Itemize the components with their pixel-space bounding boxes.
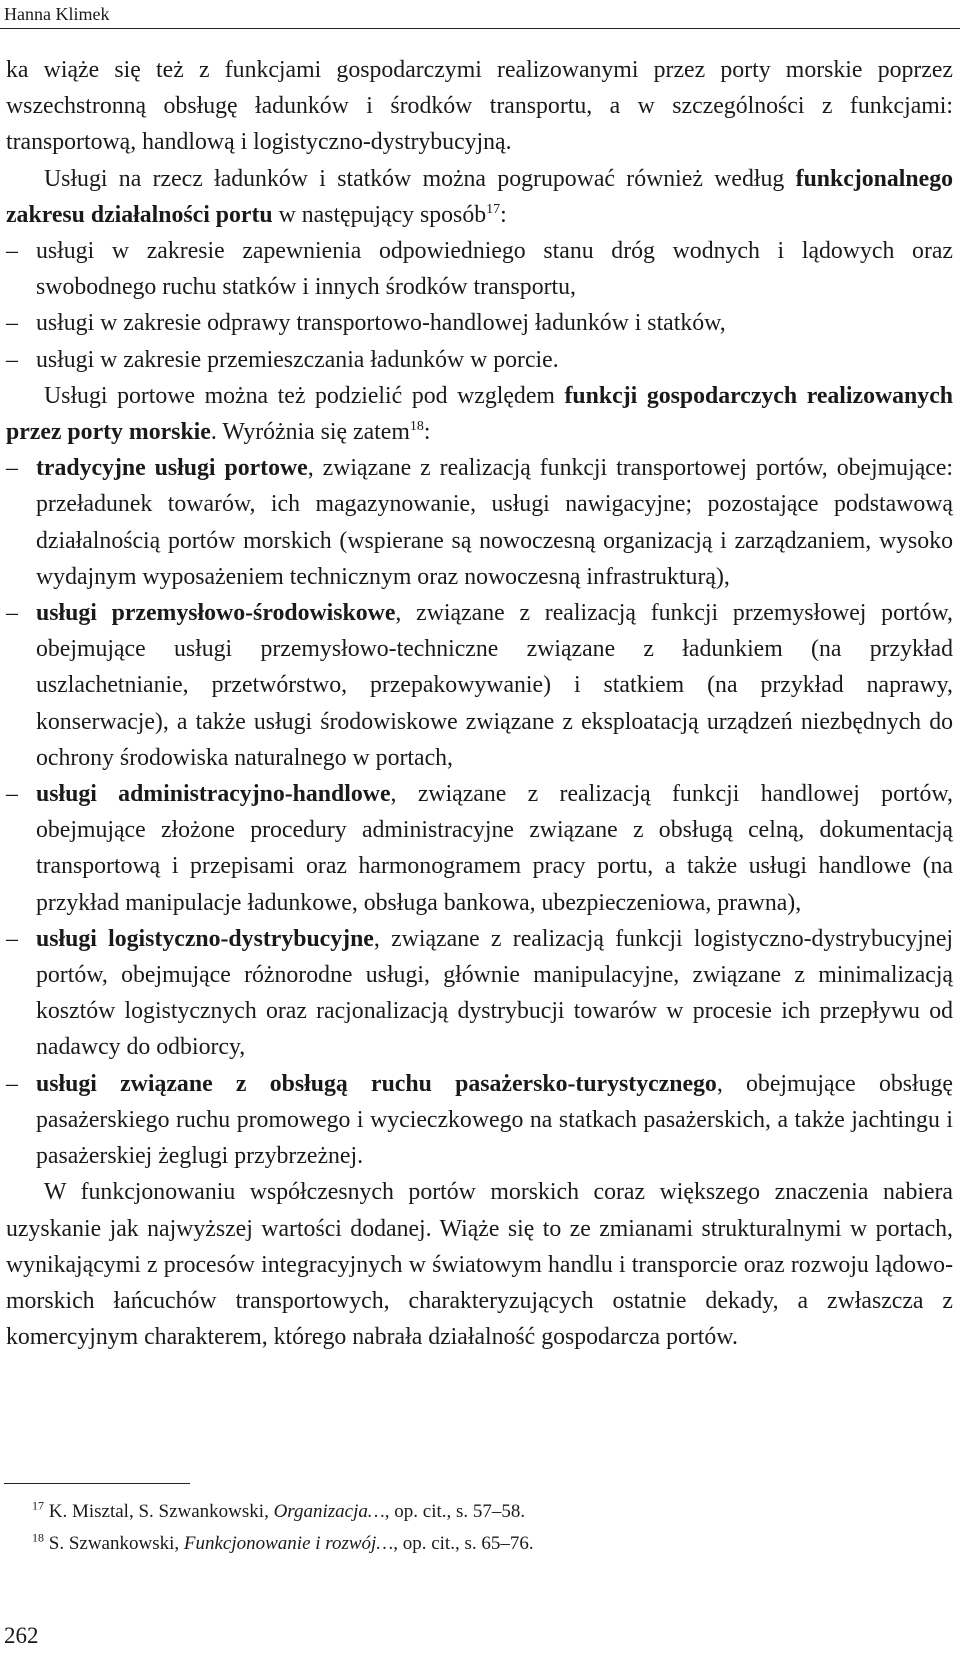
item-text: , związane z realizacją funkcji przemysłowej portów, obejmujące usługi przemysłowo-techniczne związane z ładunkiem (na przykład uszlachetnianie, przetwórstwo, przepakowywanie) i statkiem (na przykład naprawy, konserwacje), a także usługi środowiskowe związane z eksploatacją urządzeń niezbędnych do ochrony środowiska naturalnego w portach,	[36, 600, 953, 771]
footnote-18	[32, 1531, 932, 1557]
paragraph-added-value: W funkcjonowaniu współczesnych portów morskich coraz większego znaczenia nabiera uzyskanie jak najwyższej wartości dodanej. Wiąże się to ze zmianami strukturalnymi w portach, wynikającymi z procesów integracyjnych w światowym handlu i transporcie oraz rozwoju lądowo-morskich łańcuchów transportowych, charakteryzujących ostatnie dekady, a zwłaszcza z komercyjnym charakterem, którego nabrała działalność gospodarcza portów.	[6, 1179, 953, 1351]
list-item	[6, 450, 953, 595]
text: . Wyróżnia się zatem	[210, 419, 410, 446]
functional-services-list	[6, 233, 953, 378]
paragraph-services-functional	[6, 161, 953, 233]
footnote-text: , op. cit., s. 65–76.	[393, 1533, 534, 1554]
page-number: 262	[4, 1623, 39, 1648]
paragraph-services-economic	[6, 378, 953, 450]
text: Usługi portowe można też podzielić pod względem	[44, 382, 565, 409]
list-item: – usługi w zakresie przemieszczania ładunków w porcie.	[6, 342, 953, 378]
main-text	[6, 52, 953, 1355]
list-item: – usługi w zakresie zapewnienia odpowiedniego stanu dróg wodnych i lądowych oraz swobodnego ruchu statków i innych środków transportu,	[6, 233, 953, 305]
item-text: , obejmujące obsługę pasażerskiego ruchu promowego i wycieczkowego na statkach pasażerskich, a także jachtingu i pasażerskiej żeglugi przybrzeżnej.	[36, 1070, 953, 1170]
item-text: , związane z realizacją funkcji transportowej portów, obejmujące: przeładunek towarów, ich magazynowanie, usługi nawigacyjne; pozostające podstawową działalnością portów morskich (wspierane są nowoczesną organizacją i zarządzaniem, wysoko wydajnym wyposażeniem technicznym oraz nowoczesną infrastrukturą),	[36, 455, 953, 590]
footnote-ref-17[interactable]: 17	[486, 201, 501, 217]
item-text: , związane z realizacją funkcji handlowej portów, obejmujące złożone procedury administracyjne związane z obsługą celną, dokumentacją transportową i przepisami oraz harmonogramem pracy portu, a także usługi handlowe (na przykład manipulacje ładunkowe, obsługa bankowa, ubezpieczeniowa, prawna),	[36, 781, 953, 916]
bold-term: usługi administracyjno-handlowe	[36, 781, 391, 808]
footnote-text: S. Szwankowski,	[44, 1533, 184, 1554]
header-rule	[0, 28, 960, 29]
footnotes	[32, 1499, 932, 1563]
bold-term: tradycyjne usługi portowe	[36, 455, 308, 482]
footnote-ref-18[interactable]: 18	[409, 419, 424, 435]
text: :	[500, 201, 507, 228]
text: :	[423, 419, 431, 446]
footnote-title: Organizacja…	[273, 1501, 385, 1522]
footnote-17	[32, 1499, 932, 1525]
list-item: – usługi w zakresie odprawy transportowo-handlowej ładunków i statków,	[6, 305, 953, 341]
list-item	[6, 1066, 953, 1175]
bold-phrase: funkcjonalnego zakresu działalności portu	[6, 165, 953, 228]
footnote-rule	[4, 1483, 190, 1484]
footnote-number: 18	[32, 1530, 44, 1545]
paragraph-continuation: ka wiąże się też z funkcjami gospodarczymi realizowanymi przez porty morskie poprzez wszechstronną obsługę ładunków i środków transportu, a w szczególności z funkcjami: transportową, handlową i logistyczno-dystrybucyjną.	[6, 57, 953, 156]
economic-services-list	[6, 450, 953, 1174]
footnote-title: Funkcjonowanie i rozwój…	[183, 1533, 394, 1554]
bold-term: usługi przemysłowo-środowiskowe	[36, 600, 396, 627]
list-item	[6, 776, 953, 921]
bold-phrase: funkcji gospodarczych realizowanych przez porty morskie	[6, 382, 953, 446]
footnote-number: 17	[32, 1498, 44, 1513]
text: Usługi na rzecz ładunków i statków można pogrupować również według	[44, 165, 796, 192]
text: w następujący sposób	[272, 201, 487, 228]
footnote-text: K. Misztal, S. Szwankowski,	[44, 1501, 274, 1522]
footnote-text: , op. cit., s. 57–58.	[384, 1501, 526, 1522]
bold-term: usługi logistyczno-dystrybucyjne	[36, 925, 374, 952]
running-header: Hanna Klimek	[4, 4, 110, 24]
list-item	[6, 921, 953, 1066]
item-text: , związane z realizacją funkcji logistyczno-dystrybucyjnej portów, obejmujące różnorodne usługi, głównie manipulacyjne, związane z minimalizacją kosztów logistycznych oraz racjonalizacją dystrybucji towarów w procesie ich przepływu od nadawcy do odbiorcy,	[36, 925, 953, 1061]
bold-term: usługi związane z obsługą ruchu pasażersko-turystycznego	[36, 1070, 717, 1097]
list-item	[6, 595, 953, 776]
